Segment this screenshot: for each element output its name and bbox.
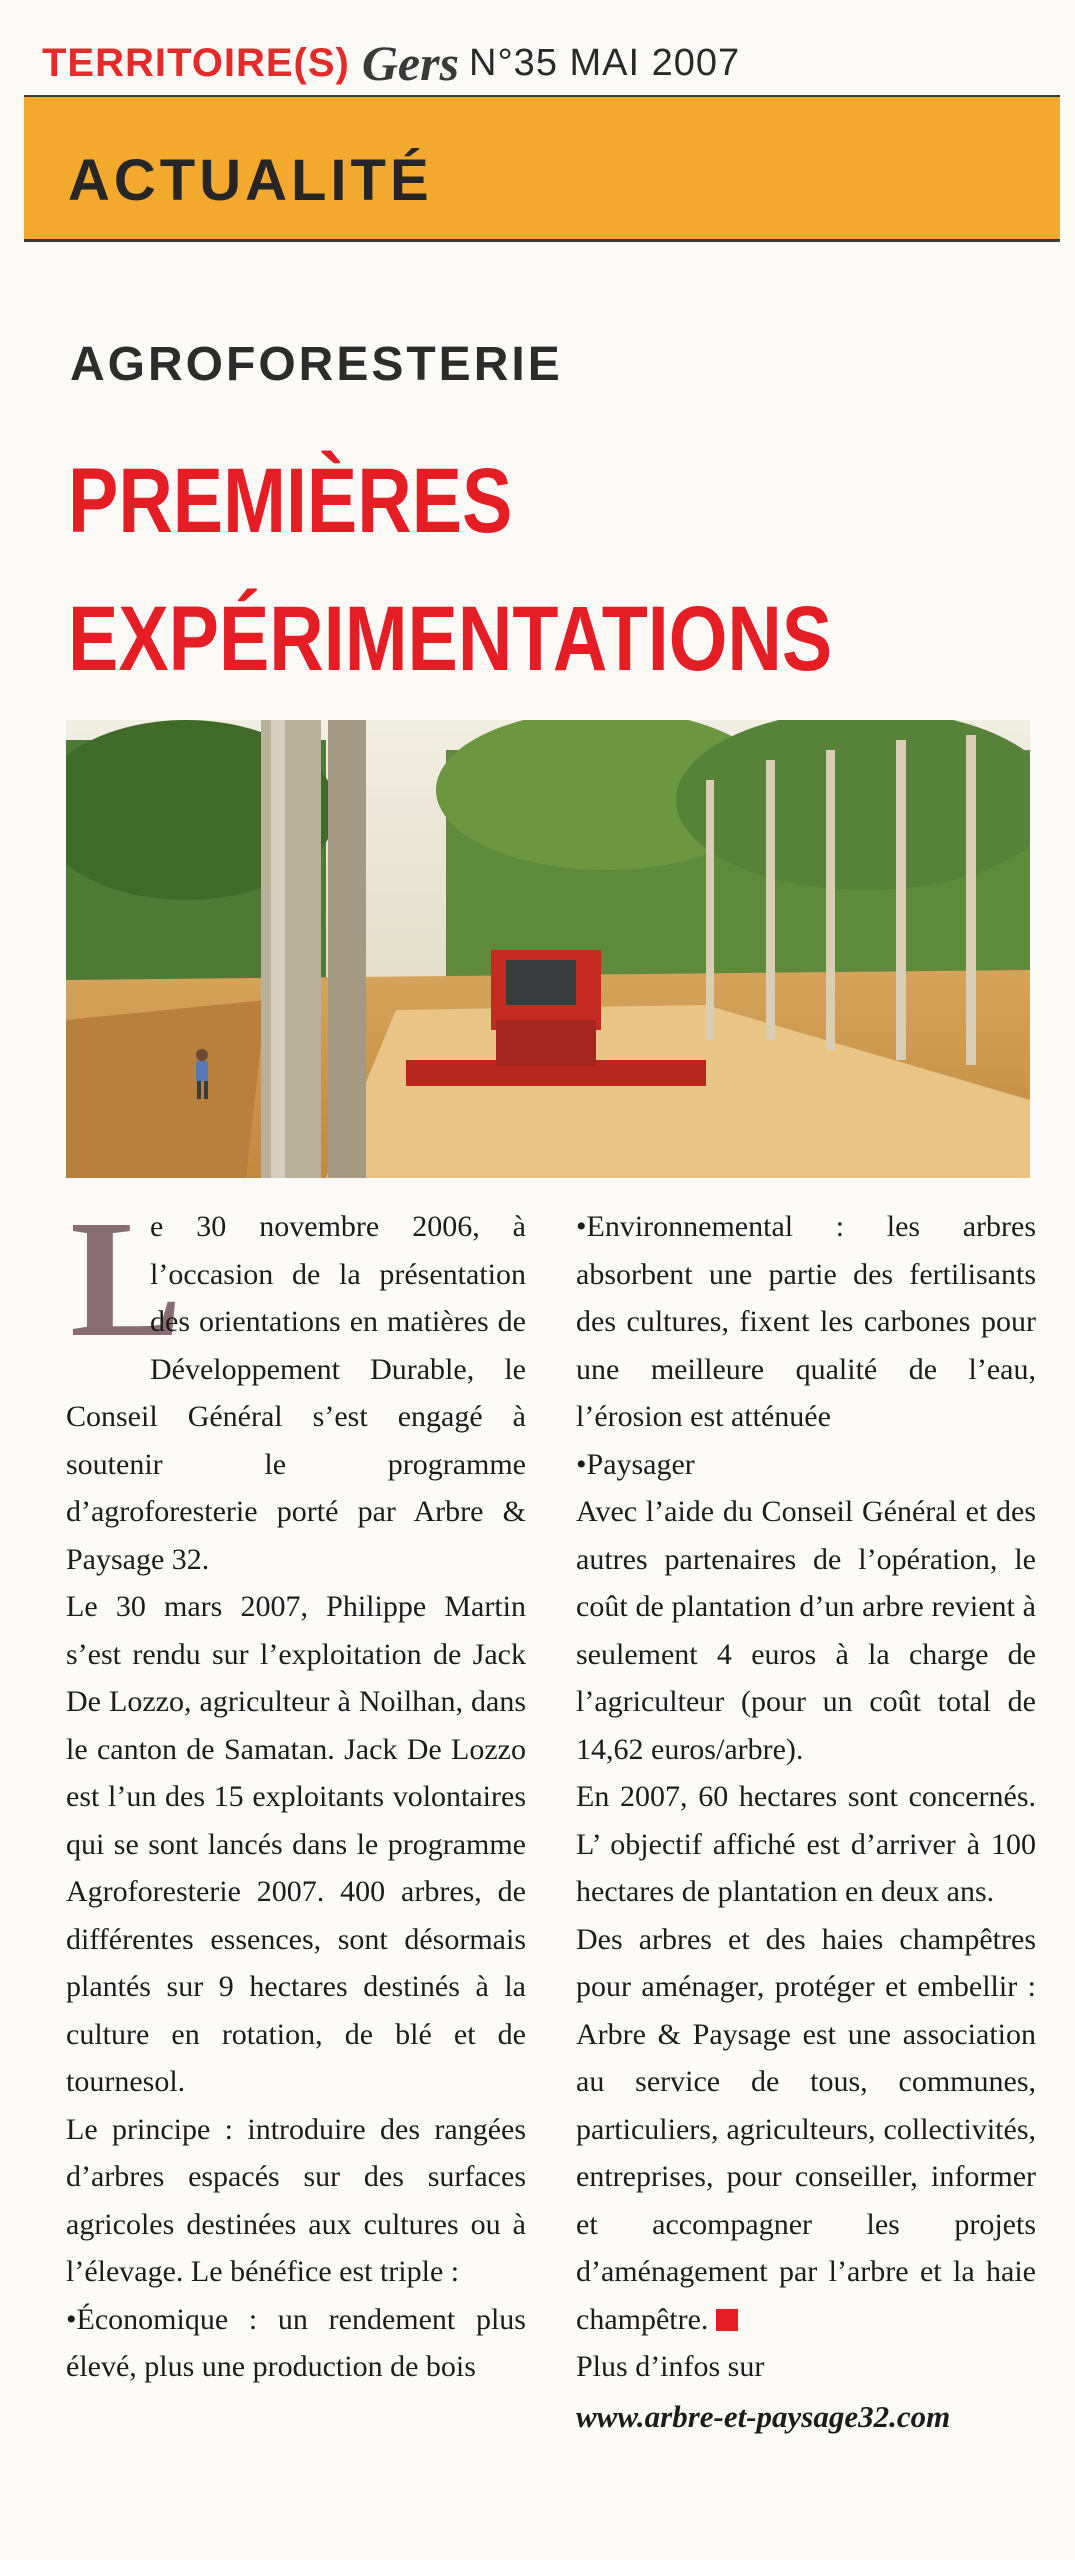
article-photo bbox=[66, 720, 1030, 1178]
end-mark-icon bbox=[716, 2309, 738, 2331]
website-link[interactable]: www.arbre-et-paysage32.com bbox=[576, 2398, 951, 2434]
gers-logo: Gers bbox=[361, 35, 460, 91]
bullet-environnemental: •Environnemental : les arbres absorbent une partie des fertilisants des cultures, fixent les carbones pour une meilleure qualité de l’eau, l’érosion est atténuée bbox=[576, 1210, 1036, 1433]
headline-line-2: EXPÉRIMENTATIONS bbox=[68, 588, 833, 690]
more-info-label: Plus d’infos sur bbox=[576, 2350, 765, 2383]
article-paragraph-2: Le 30 mars 2007, Philippe Martin s’est rendu sur l’exploitation de Jack De Lozzo, agriculteur à Noilhan, dans le canton de Samatan. Jack De Lozzo est l’un des 15 exploitants volontaires qui se sont lancés dans le programme Agroforesterie 2007. 400 arbres, de différentes essences, sont désormais plantés sur 9 hectares destinés à la culture en rotation, de blé et de tournesol. bbox=[66, 1590, 526, 2098]
article-paragraph-8: En 2007, 60 hectares sont concernés. L’ objectif affiché est d’arriver à 100 hectares de plantation en deux ans. bbox=[576, 1780, 1036, 1908]
article-headline bbox=[68, 432, 880, 708]
headline-line-1: PREMIÈRES bbox=[68, 450, 513, 552]
article-paragraph-7: Avec l’aide du Conseil Général et des autres partenaires de l’opération, le coût de plantation d’un arbre revient à seulement 4 euros à la charge de l’agriculteur (pour un coût total de 14,62 euros/arbre). bbox=[576, 1495, 1036, 1766]
bullet-economique: •Économique : un rendement plus élevé, plus une production de bois bbox=[66, 2302, 526, 2383]
article-paragraph-9 bbox=[576, 1916, 1036, 2344]
paragraph-9-text: Des arbres et des haies champêtres pour aménager, protéger et embellir : Arbre & Paysage est une association au service de tous, communes, particuliers, agriculteurs, collectivités, entreprises, pour conseiller, informer et accompagner les projets d’aménagement par l’arbre et la haie champêtre. bbox=[576, 1922, 1036, 2336]
bullet-paysager: •Paysager bbox=[576, 1447, 695, 1481]
article-kicker: AGROFORESTERIE bbox=[70, 338, 563, 391]
article-column-left bbox=[66, 1186, 526, 2391]
issue-number: N°35 MAI 2007 bbox=[469, 41, 741, 84]
dropcap: L bbox=[70, 1186, 183, 1372]
masthead bbox=[42, 34, 1032, 92]
article-paragraph-1 bbox=[66, 1186, 526, 1583]
article-paragraph-3: Le principe : introduire des rangées d’arbres espacés sur des surfaces agricoles destinées aux cultures ou à l’élevage. Le bénéfice est triple : bbox=[66, 2112, 526, 2288]
section-label: ACTUALITÉ bbox=[68, 148, 433, 213]
brand-name: TERRITOIRE(S) bbox=[42, 40, 350, 85]
paragraph-1-text: e 30 novembre 2006, à l’occasion de la présentation des orientations en matières de Développement Durable, le Conseil Général s’est engagé à soutenir le programme d’agroforesterie porté par Arbre & Paysage 32. bbox=[66, 1210, 526, 1576]
harvest-field-photo bbox=[66, 720, 1030, 1178]
article-column-right bbox=[576, 1203, 1036, 2440]
section-band bbox=[24, 95, 1060, 242]
